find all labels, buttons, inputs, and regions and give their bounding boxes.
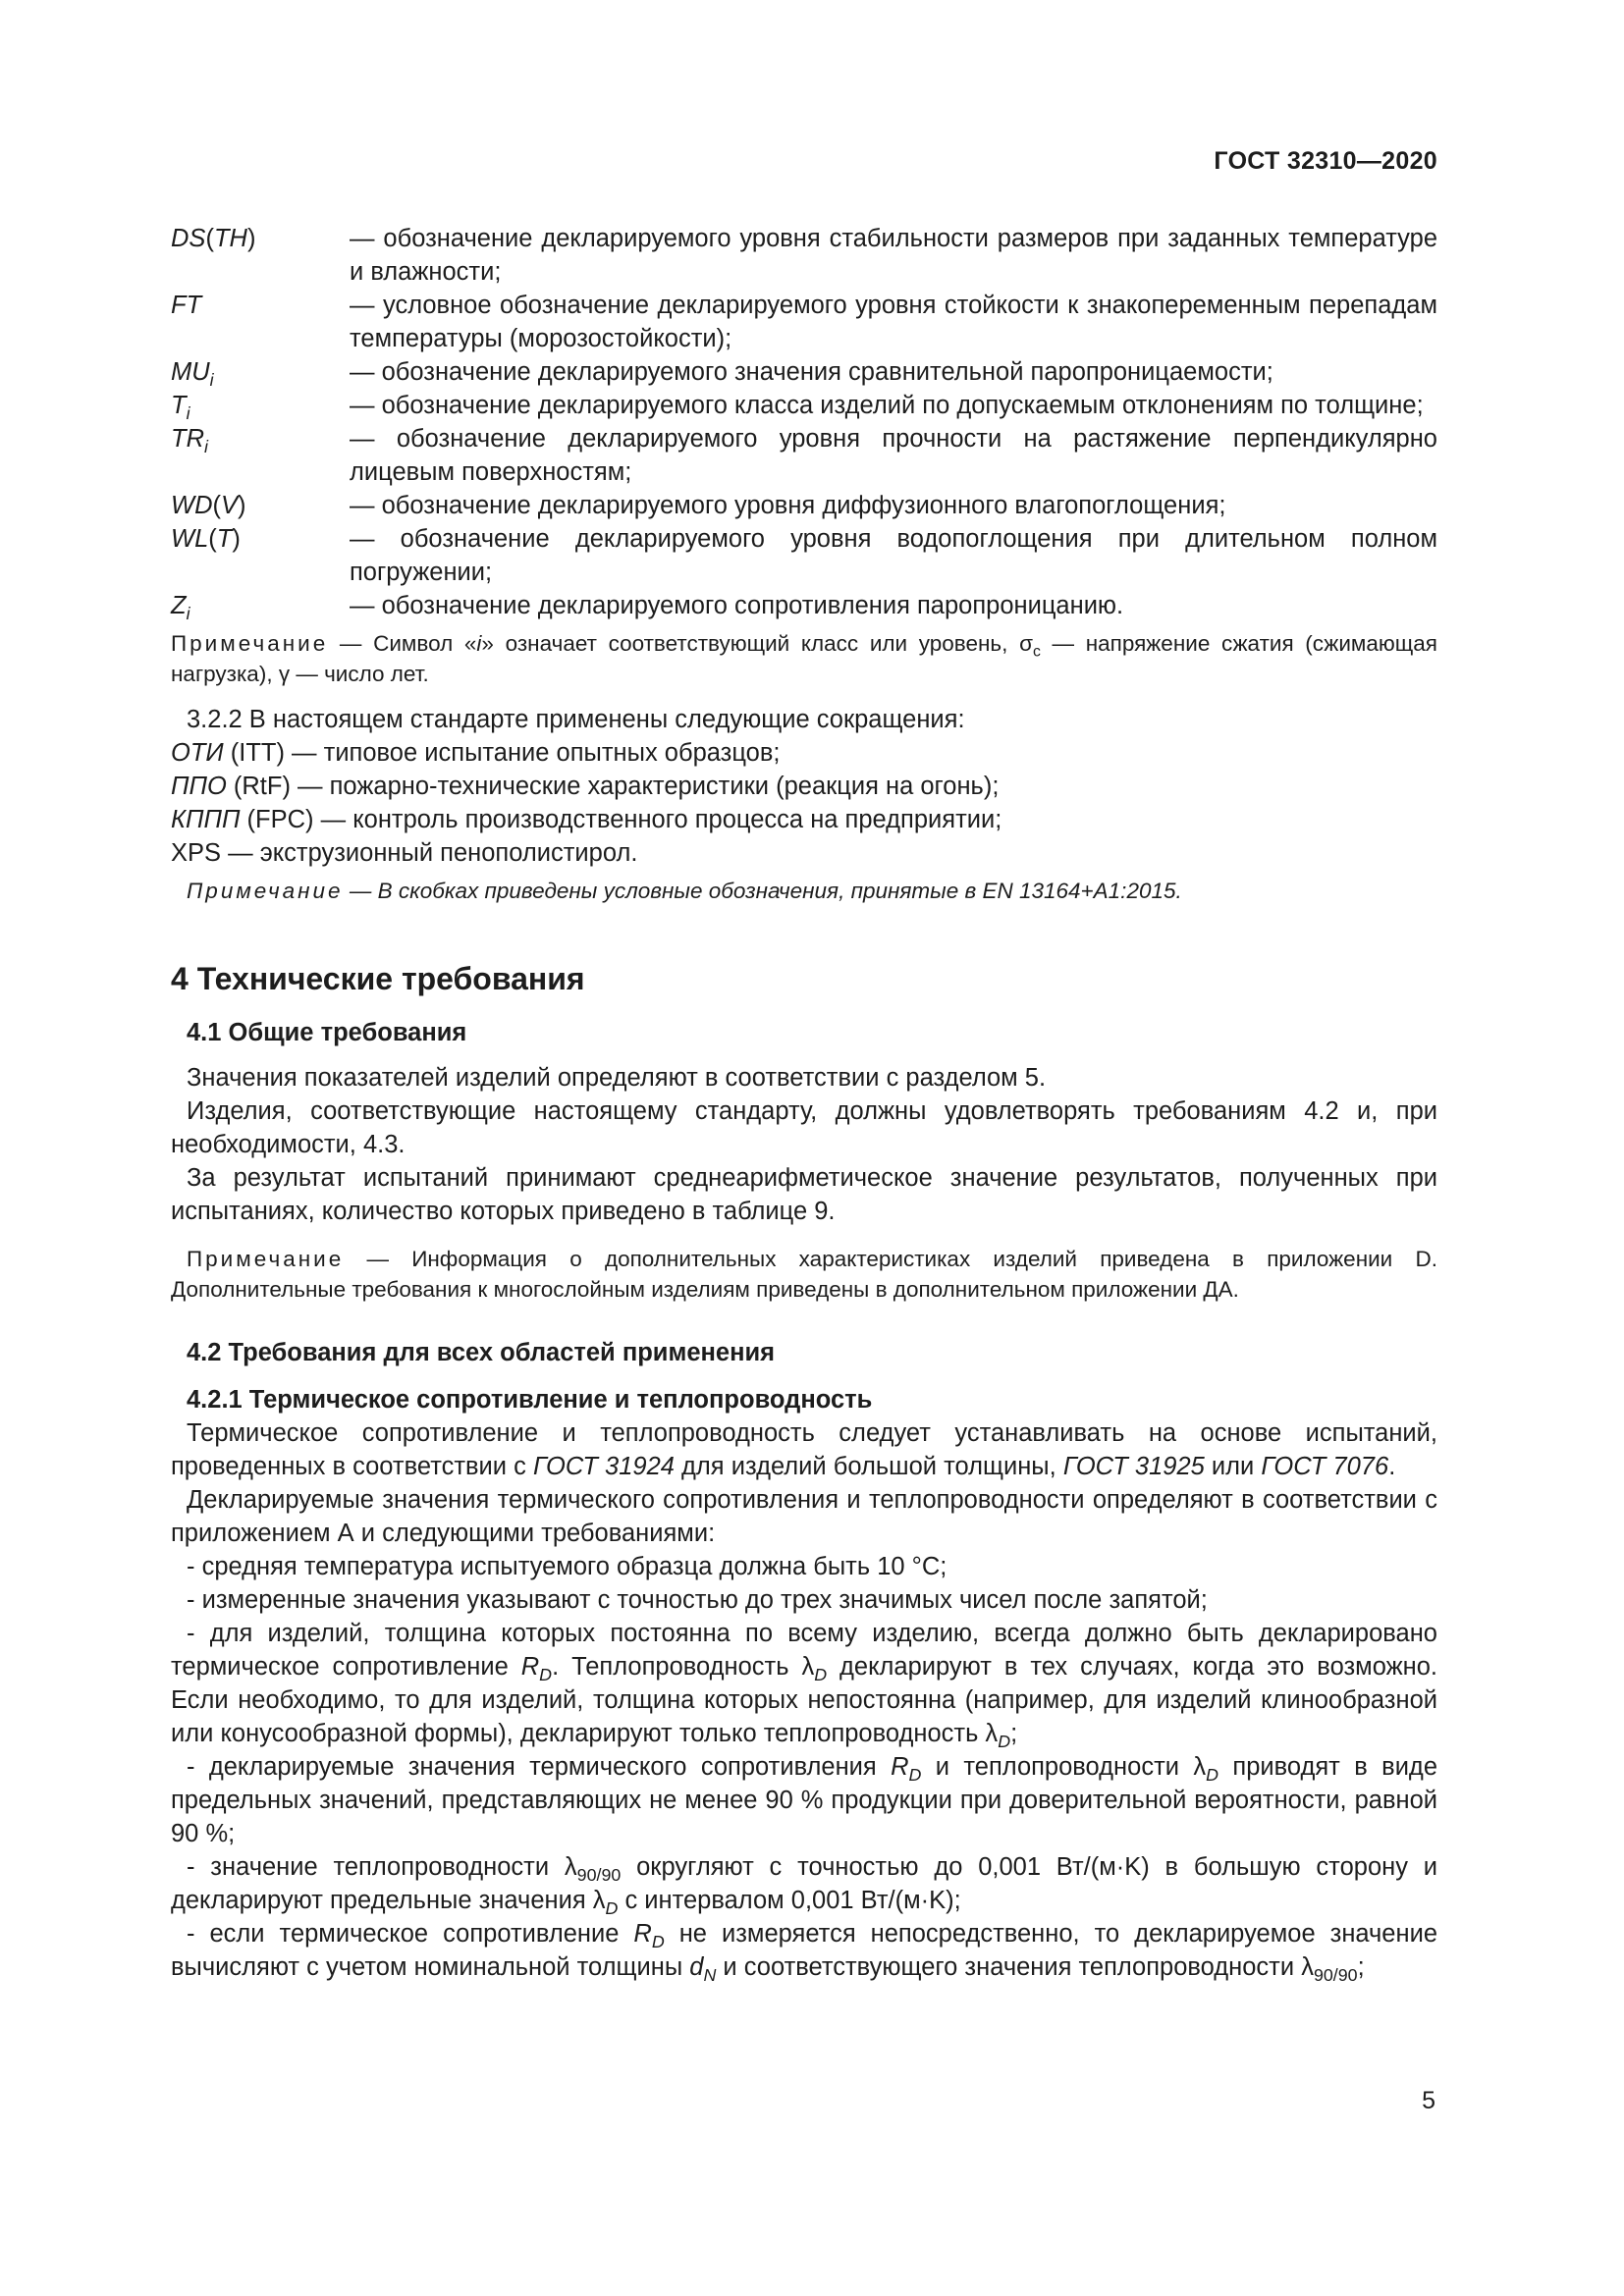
definition-symbol: WL(T)	[171, 525, 241, 553]
definition-symbol: $TR_i$	[171, 425, 208, 457]
abbr-intro: 3.2.2 В настоящем стандарте применены следующие сокращения:	[187, 706, 965, 733]
list-item: - измеренные значения указывают с точностью до трех значимых чисел после запятой;	[187, 1586, 1208, 1614]
paragraph: Термическое сопротивление и теплопроводность следует устанавливать на основе испытаний, проведенных в соответствии с ГОСТ 31924 для изделий большой толщины, ГОСТ 31925 или ГОСТ 7076.	[171, 1419, 1437, 1480]
definitions-list	[171, 222, 1437, 622]
definition-description: — обозначение декларируемого уровня прочности на растяжение перпендикулярно лицевым поверхностям;	[350, 425, 1437, 486]
abbreviation-item: XPS — экструзионный пенополистирол.	[171, 839, 638, 867]
definition-description: — условное обозначение декларируемого уровня стойкости к знакопеременным перепадам температуры (морозостойкости);	[350, 292, 1437, 352]
definition-row	[171, 589, 1437, 622]
section-4-1-title: 4.1 Общие требования	[187, 1019, 467, 1046]
list-item: - если термическое сопротивление $R_D$ не измеряется непосредственно, то декларируемое значение вычисляют с учетом номинальной толщины $d_N$ и соответствующего значения теплопроводности $\lambda_{90/90}$;	[171, 1920, 1437, 1986]
abbreviation-item: КППП (FPC) — контроль производственного процесса на предприятии;	[171, 806, 1002, 833]
definition-row	[171, 389, 1437, 422]
definition-symbol: $T_i$	[171, 392, 190, 424]
definition-symbol: $MU_i$	[171, 358, 214, 391]
list-item: - для изделий, толщина которых постоянна по всему изделию, всегда должно быть декларировано термическое сопротивление $R_D$. Теплопроводность $\lambda_D$ декларируют в тех случаях, когда это возможно. Если необходимо, то для изделий, толщина которых непостоянна (например, для изделий клинообразной или конусообразной формы), декларируют только теплопроводность $\lambda_D$;	[171, 1620, 1437, 1752]
section-4-2-title: 4.2 Требования для всех областей применения	[187, 1339, 776, 1366]
definition-row	[171, 222, 1437, 289]
definition-symbol: DS(TH)	[171, 225, 256, 252]
page-content	[171, 222, 1437, 1984]
note-label: Примечание	[171, 631, 329, 656]
definition-row	[171, 289, 1437, 355]
definition-symbol: $Z_i$	[171, 592, 190, 624]
paragraph: Изделия, соответствующие настоящему стандарту, должны удовлетворять требованиям 4.2 и, при необходимости, 4.3.	[171, 1097, 1437, 1158]
paragraph: Декларируемые значения термического сопротивления и теплопроводности определяют в соответствии с приложением А и следующими требованиями:	[171, 1486, 1437, 1547]
note-symbols: Примечание — Символ «i» означает соответствующий класс или уровень, $\sigma_c$ — напряжение сжатия (сжимающая нагрузка), γ — число лет.	[171, 631, 1437, 686]
paragraph: За результат испытаний принимают среднеарифметическое значение результатов, полученных при испытаниях, количество которых приведено в таблице 9.	[171, 1164, 1437, 1225]
page-number: 5	[1422, 2087, 1435, 2114]
abbreviations-list	[171, 736, 1437, 870]
definition-row	[171, 522, 1437, 589]
definition-description: — обозначение декларируемого класса изделий по допускаемым отклонениям по толщине;	[350, 392, 1424, 419]
paragraph: Значения показателей изделий определяют в соответствии с разделом 5.	[187, 1064, 1047, 1092]
definition-row	[171, 422, 1437, 489]
definition-row	[171, 355, 1437, 389]
definition-description: — обозначение декларируемого уровня стабильности размеров при заданных температуре и влажности;	[350, 225, 1437, 286]
definition-row	[171, 489, 1437, 522]
definition-description: — обозначение декларируемого сопротивления паропроницанию.	[350, 592, 1124, 619]
list-item: - значение теплопроводности $\lambda_{90/90}$ округляют с точностью до 0,001 Вт/(м·K) в большую сторону и декларируют предельные значения $\lambda_D$ с интервалом 0,001 Вт/(м·K);	[171, 1853, 1438, 1919]
section-4-2-1-title: 4.2.1 Термическое сопротивление и теплопроводность	[187, 1386, 873, 1414]
abbreviation-item: ППО (RtF) — пожарно-технические характеристики (реакция на огонь);	[171, 773, 1000, 800]
definition-description: — обозначение декларируемого уровня водопоглощения при длительном полном погружении;	[350, 525, 1437, 586]
definition-description: — обозначение декларируемого значения сравнительной паропроницаемости;	[350, 358, 1273, 386]
definition-symbol: WD(V)	[171, 492, 246, 519]
definition-description: — обозначение декларируемого уровня диффузионного влагопоглощения;	[350, 492, 1226, 519]
list-item: - декларируемые значения термического сопротивления $R_D$ и теплопроводности $\lambda_D$ приводят в виде предельных значений, представляющих не менее 90 % продукции при доверительной вероятности, равной 90 %;	[171, 1753, 1437, 1847]
note-abbr: Примечание — В скобках приведены условные обозначения, принятые в EN 13164+A1:2015.	[187, 879, 1182, 903]
note-4-1: Примечание — Информация о дополнительных характеристиках изделий приведена в приложении D. Дополнительные требования к многослойным изделиям приведены в дополнительном приложении ДА.	[171, 1247, 1437, 1302]
section-4-title: 4 Технические требования	[171, 961, 585, 996]
abbreviation-item: ОТИ (ITT) — типовое испытание опытных образцов;	[171, 739, 781, 767]
definition-symbol: FT	[171, 292, 202, 319]
document-id-header: ГОСТ 32310—2020	[1214, 147, 1437, 175]
list-item: - средняя температура испытуемого образца должна быть 10 °C;	[187, 1553, 947, 1580]
